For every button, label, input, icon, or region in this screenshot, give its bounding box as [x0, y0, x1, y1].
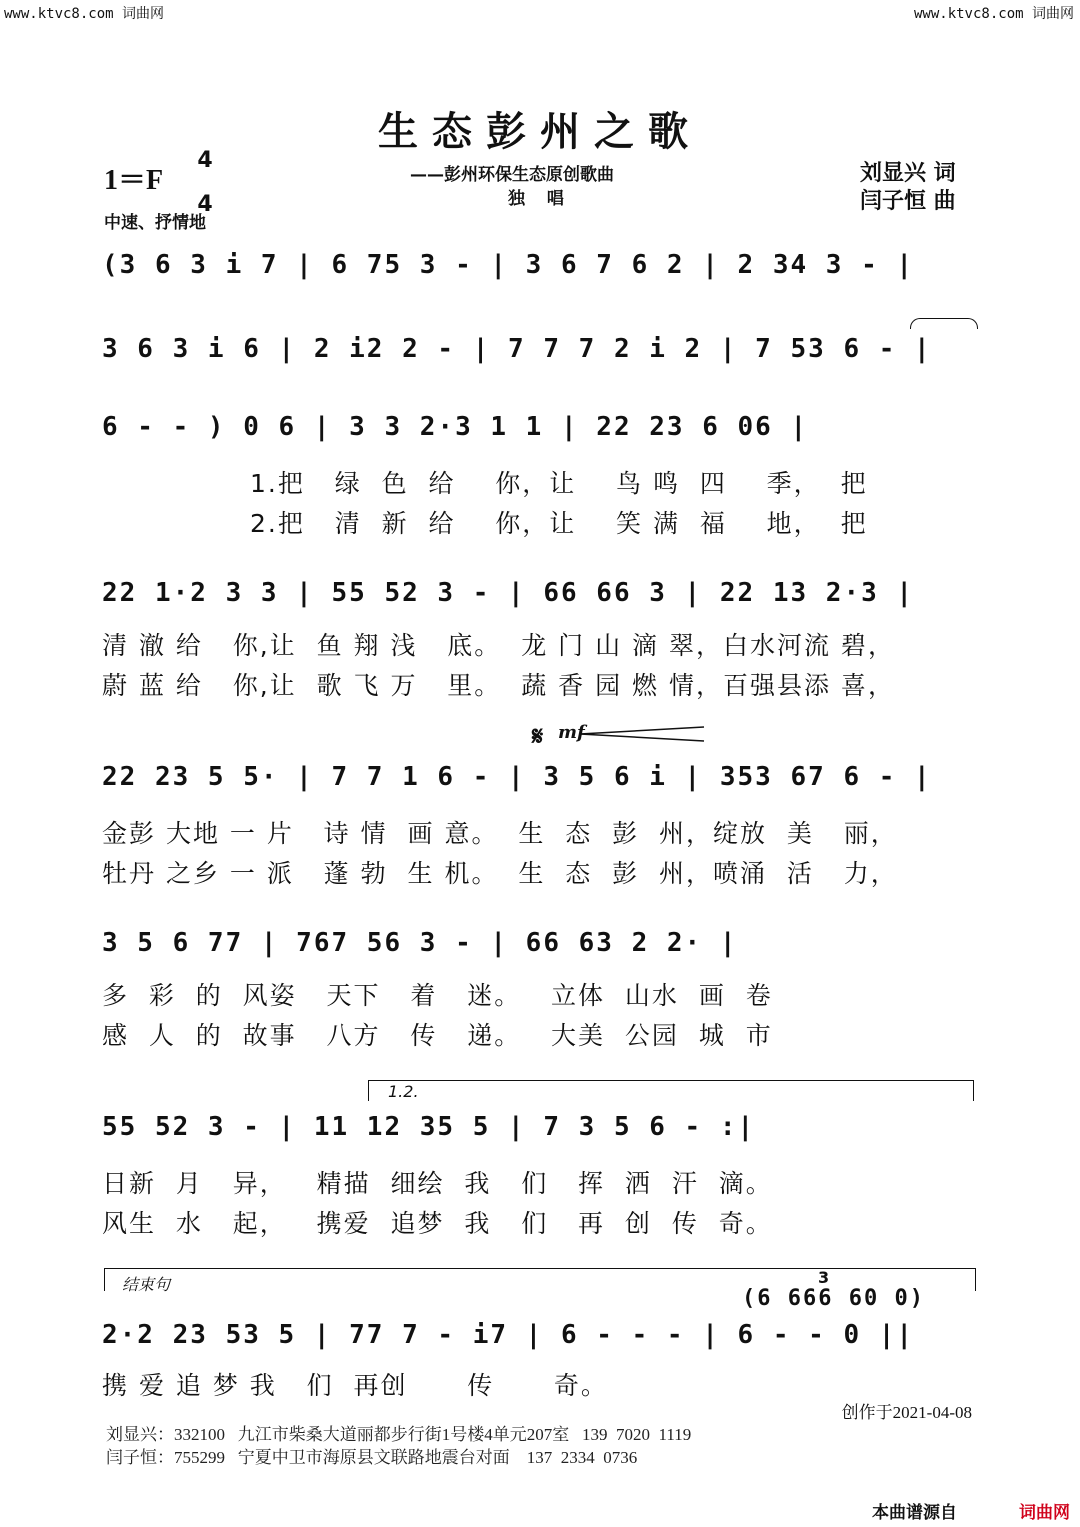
score-line-4: 22 1·2 3 3 | 55 52 3 - | 66 66 3 | 22 13 2·3 |	[102, 578, 915, 608]
song-subtitle: ——彭州环保生态原创歌曲	[410, 165, 614, 185]
score-line-3: 6 - - ) 0 6 | 3 3 2·3 1 1 | 22 23 6 06 |	[102, 412, 809, 442]
lyric-5-verse1: 金彭 大地 一 片 诗 情 画 意。 生 态 彭 州，绽放 美 丽，	[102, 819, 898, 848]
tie-arc	[910, 318, 978, 329]
lyric-7-verse1: 日新 月 异， 精描 细绘 我 们 挥 洒 汗 滴。	[102, 1169, 773, 1198]
lyric-6-verse1: 多 彩 的 风姿 天下 着 迷。 立体 山水 画 卷	[102, 981, 773, 1010]
lyricist: 刘显兴 词	[860, 161, 956, 186]
song-title: 生态彭州之歌	[378, 108, 702, 155]
score-line-1: (3 6 3 i 7 | 6 75 3 - | 3 6 7 6 2 | 2 34 3 - |	[102, 250, 915, 280]
key-signature: 1＝F	[104, 165, 164, 196]
lyric-3-verse1: 1.把 绿 色 给 你，让 鸟 鸣 四 季， 把	[250, 469, 868, 498]
lyric-7-verse2: 风生 水 起， 携爱 追梦 我 们 再 创 传 奇。	[102, 1209, 773, 1238]
time-signature	[194, 150, 216, 216]
triplet-mark: 3	[818, 1268, 830, 1287]
watermark-right: www.ktvc8.com 词曲网	[913, 6, 1074, 22]
score-line-2: 3 6 3 i 6 | 2 i2 2 - | 7 7 7 2 i 2 | 7 53 6 - |	[102, 334, 932, 364]
coda-notes: (6 666 60 0)	[742, 1286, 925, 1311]
time-bottom: 4	[197, 192, 213, 217]
performance: 独 唱	[508, 189, 572, 209]
score-line-5: 22 23 5 5· | 7 7 1 6 - | 3 5 6 i | 353 67 6 - |	[102, 762, 932, 792]
composer: 闫子恒 曲	[860, 189, 956, 214]
lyric-4-verse2: 蔚 蓝 给 你,让 歌 飞 万 里。 蔬 香 园 燃 情，百强县添 喜，	[102, 671, 895, 700]
lyric-6-verse2: 感 人 的 故事 八方 传 递。 大美 公园 城 市	[102, 1021, 773, 1050]
score-line-6: 3 5 6 77 | 767 56 3 - | 66 63 2 2· |	[102, 928, 738, 958]
segno-sign: 𝄋	[532, 722, 544, 752]
composition-date: 创作于2021-04-08	[841, 1403, 972, 1422]
volta-bracket	[368, 1080, 974, 1101]
lyric-8: 携 爱 追 梦 我 们 再创 传 奇。	[102, 1371, 608, 1400]
footer-source: 本曲谱源自	[872, 1503, 957, 1523]
score-line-7: 55 52 3 - | 11 12 35 5 | 7 3 5 6 - :|	[102, 1112, 756, 1142]
volta-label: 1.2.	[388, 1082, 419, 1101]
tempo-marking: 中速、抒情地	[104, 213, 206, 233]
contact-lyricist: 刘显兴：332100 九江市柴桑大道丽都步行街1号楼4单元207室 139 7020 1119	[106, 1425, 692, 1444]
ending-label: 结束句	[122, 1275, 171, 1294]
contact-composer: 闫子恒：755299 宁夏中卫市海原县文联路地震台对面 137 2334 0736	[106, 1448, 638, 1467]
watermark-left: www.ktvc8.com 词曲网	[4, 6, 165, 22]
lyric-5-verse2: 牡丹 之乡 一 派 蓬 勃 生 机。 生 态 彭 州，喷涌 活 力，	[102, 859, 898, 888]
dynamic-mark: mf	[558, 722, 585, 743]
lyric-4-verse1: 清 澈 给 你,让 鱼 翔 浅 底。 龙 门 山 滴 翠，白水河流 碧，	[102, 631, 895, 660]
crescendo-hairpin	[580, 726, 706, 742]
lyric-3-verse2: 2.把 清 新 给 你，让 笑 满 福 地， 把	[250, 509, 868, 538]
footer-site-logo: 词曲网	[1019, 1503, 1070, 1523]
time-top: 4	[197, 148, 213, 173]
score-line-8: 2·2 23 53 5 | 77 7 - i7 | 6 - - - | 6 - - 0 ||	[102, 1320, 915, 1350]
